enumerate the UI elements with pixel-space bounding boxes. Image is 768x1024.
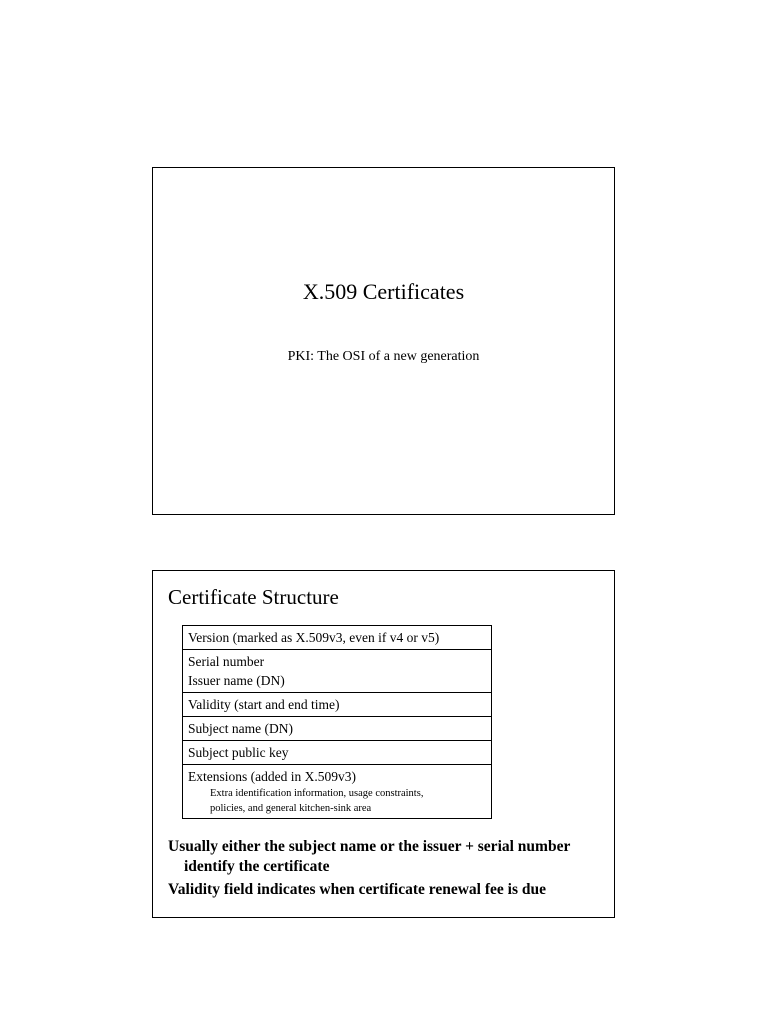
- field-label: Version (marked as X.509v3, even if v4 or v5): [188, 630, 440, 645]
- field-label: Subject name (DN): [188, 721, 293, 736]
- slide-title: Certificate Structure: [168, 585, 339, 609]
- field-label: Issuer name (DN): [188, 673, 285, 688]
- certificate-structure-table: [182, 625, 492, 819]
- field-subject-public-key: [183, 740, 491, 764]
- field-serial-issuer: [183, 649, 491, 692]
- field-version: [183, 626, 491, 649]
- title-slide: [152, 167, 615, 515]
- certificate-structure-slide: [152, 570, 615, 918]
- slide-title: X.509 Certificates: [302, 279, 465, 304]
- field-label: Serial number: [188, 654, 265, 669]
- field-subject-name: [183, 716, 491, 740]
- bullet-item: Usually either the subject name or the issuer + serial number identify the certificate: [168, 838, 571, 875]
- field-label: Extensions (added in X.509v3): [188, 769, 356, 784]
- field-validity: [183, 692, 491, 716]
- field-note: Extra identification information, usage constraints,: [210, 788, 424, 799]
- field-extensions: [183, 764, 491, 818]
- field-label: Validity (start and end time): [188, 697, 340, 712]
- field-label: Subject public key: [188, 745, 289, 760]
- slide-subtitle: PKI: The OSI of a new generation: [287, 349, 480, 364]
- field-note: policies, and general kitchen-sink area: [210, 803, 372, 814]
- bullet-list: [168, 837, 608, 903]
- bullet-item: Validity field indicates when certificate renewal fee is due: [168, 881, 546, 898]
